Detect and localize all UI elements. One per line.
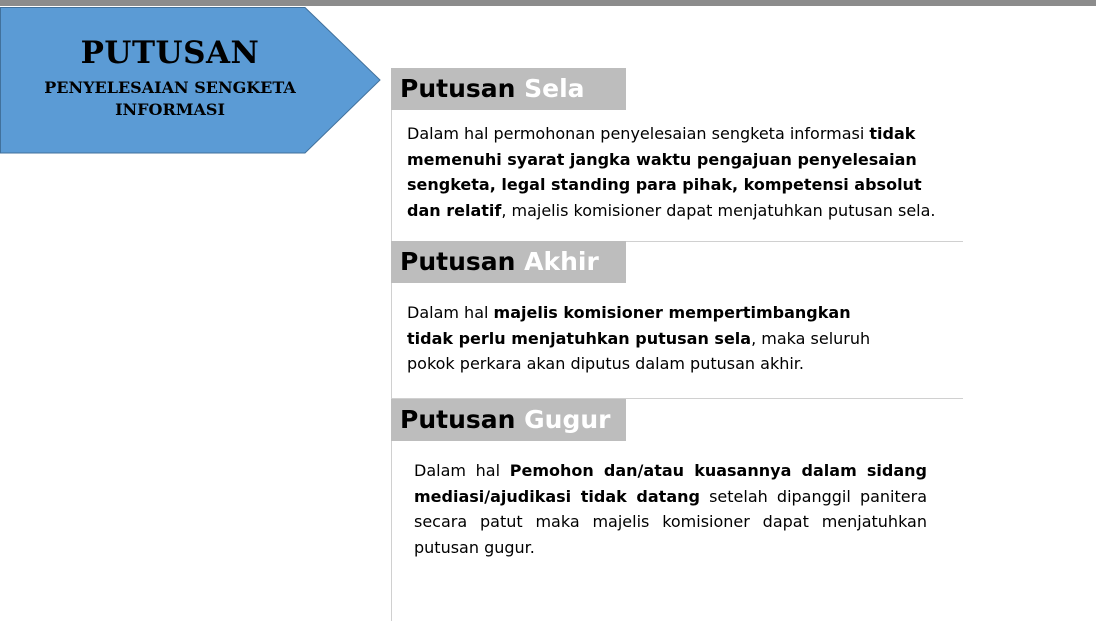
- section-header-accent: Sela: [524, 74, 585, 103]
- banner-title: PUTUSAN: [80, 35, 260, 71]
- section-body-gugur: [414, 458, 927, 560]
- body-text: Dalam hal permohonan penyelesaian sengketa informasi: [407, 124, 870, 143]
- section-header-main: Putusan: [400, 74, 516, 103]
- body-text: , majelis komisioner dapat menjatuhkan putusan sela.: [501, 200, 936, 220]
- title-banner: [0, 7, 382, 154]
- body-text: Dalam hal: [414, 461, 510, 480]
- body-text: setelah dipanggil panitera secara patut maka majelis komisioner dapat menjatuhkan putusan gugur.: [414, 486, 927, 557]
- section-header-sela: [391, 68, 626, 110]
- section-header-main: Putusan: [400, 247, 516, 276]
- body-text-bold: majelis komisioner mempertimbangkan tidak perlu menjatuhkan putusan sela: [407, 303, 851, 348]
- body-text-bold: Pemohon dan/atau kuasannya dalam sidang mediasi/ajudikasi tidak datang: [414, 461, 928, 506]
- banner-subtitle-line1: PENYELESAIAN SENGKETA: [44, 78, 296, 97]
- banner-subtitle: [0, 77, 340, 121]
- section-body-akhir: [407, 300, 897, 377]
- section-body-sela: [407, 121, 937, 223]
- body-text: Dalam hal: [407, 303, 494, 322]
- body-text: , maka seluruh pokok perkara akan diputus dalam putusan akhir.: [407, 328, 871, 373]
- top-bar: [0, 0, 1096, 6]
- section-header-accent: Akhir: [524, 247, 599, 276]
- section-header-accent: Gugur: [524, 405, 611, 434]
- section-header-main: Putusan: [400, 405, 516, 434]
- banner-subtitle-line2: INFORMASI: [115, 100, 225, 119]
- section-header-akhir: [391, 241, 626, 283]
- banner-text: [0, 35, 340, 121]
- vertical-divider: [391, 82, 392, 621]
- section-header-gugur: [391, 399, 626, 441]
- body-text-bold: tidak memenuhi syarat jangka waktu pengajuan penyelesaian sengketa, legal standing para pihak, kompetensi absolut dan relatif: [407, 124, 922, 220]
